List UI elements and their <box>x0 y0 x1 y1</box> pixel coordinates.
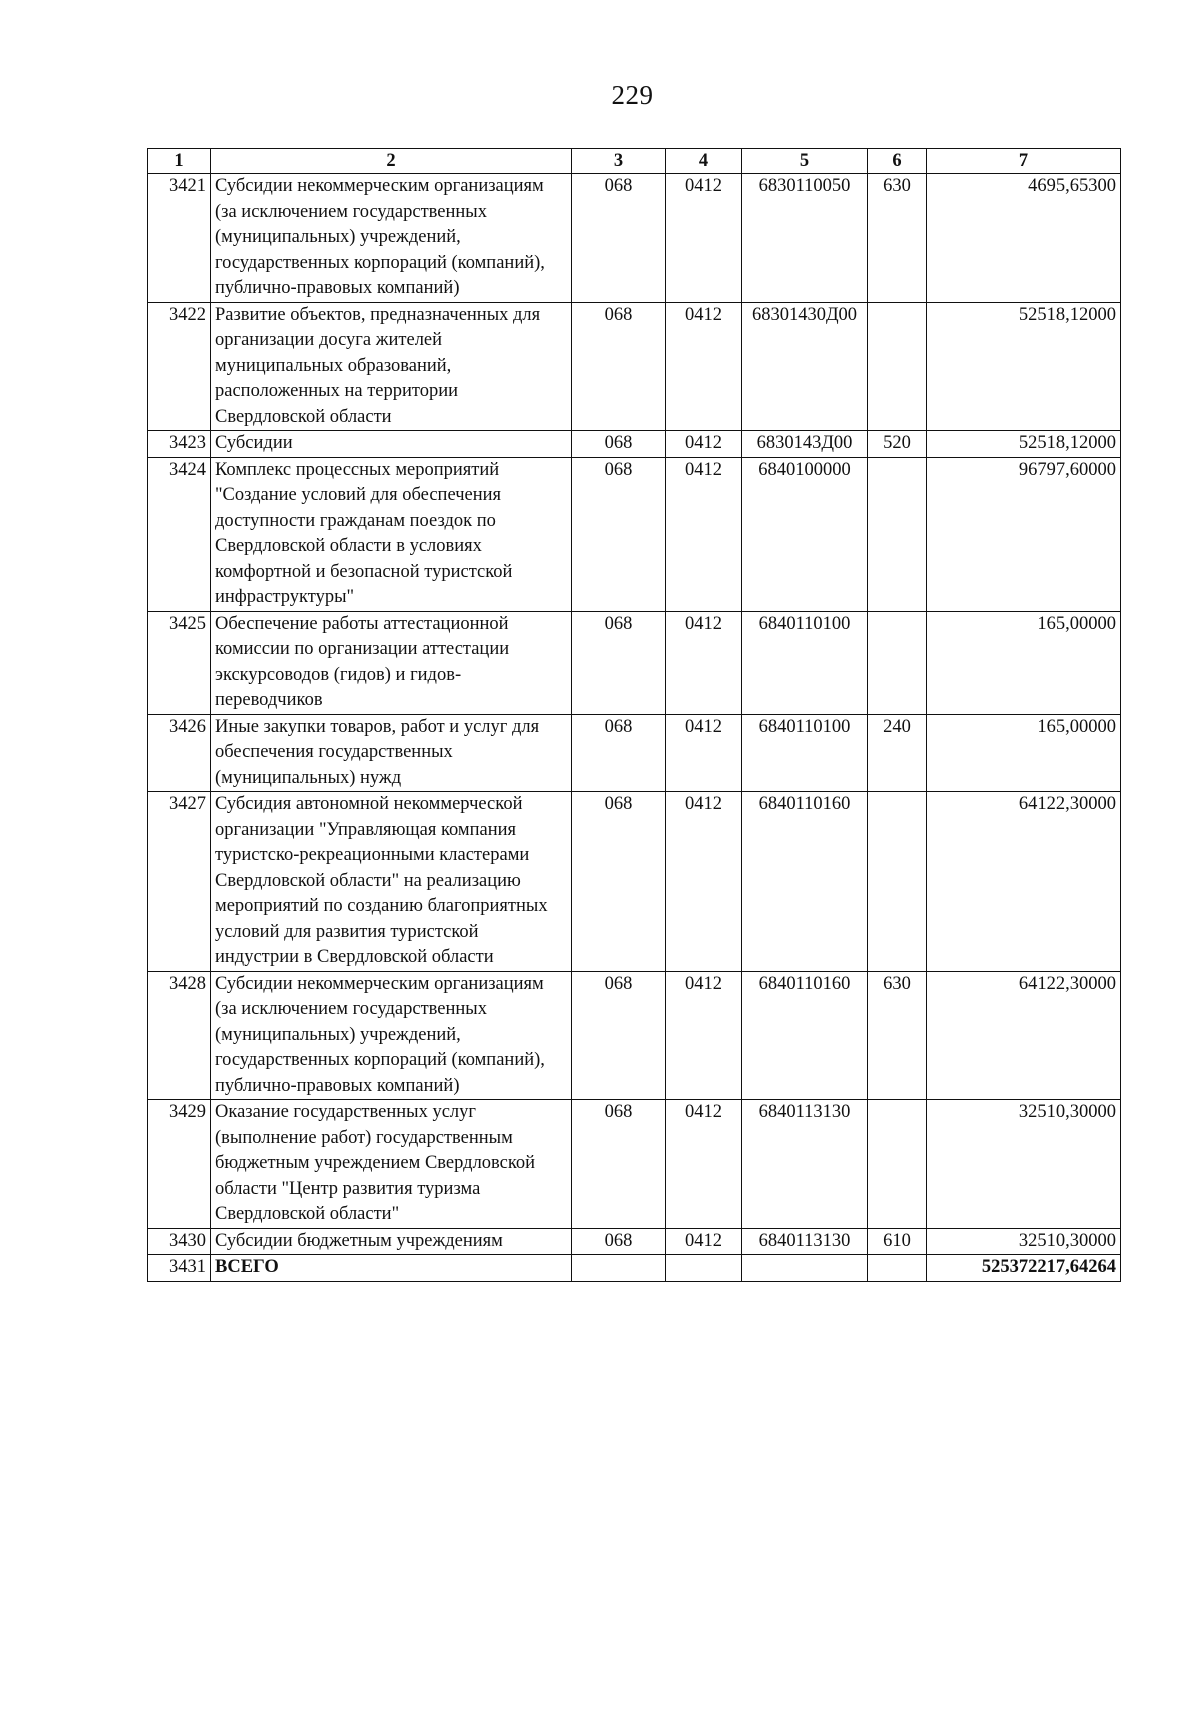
row-number: 3430 <box>148 1228 211 1255</box>
row-amount: 64122,30000 <box>927 792 1121 972</box>
table-row <box>148 174 1121 303</box>
total-row-number: 3431 <box>148 1255 211 1282</box>
table-row <box>148 714 1121 792</box>
row-number: 3421 <box>148 174 211 303</box>
row-amount: 32510,30000 <box>927 1228 1121 1255</box>
row-col3: 068 <box>572 302 666 431</box>
total-amount: 525372217,64264 <box>927 1255 1121 1282</box>
total-row <box>148 1255 1121 1282</box>
row-amount: 96797,60000 <box>927 457 1121 611</box>
row-number: 3427 <box>148 792 211 972</box>
row-col3: 068 <box>572 611 666 714</box>
table-row <box>148 457 1121 611</box>
row-col4: 0412 <box>666 792 742 972</box>
table-row <box>148 1228 1121 1255</box>
row-col4: 0412 <box>666 611 742 714</box>
row-amount: 64122,30000 <box>927 971 1121 1100</box>
row-col6 <box>868 1100 927 1229</box>
row-col5: 6840110100 <box>742 611 868 714</box>
row-col4: 0412 <box>666 1100 742 1229</box>
row-amount: 4695,65300 <box>927 174 1121 303</box>
row-col6 <box>868 792 927 972</box>
header-col-5: 5 <box>742 149 868 174</box>
row-number: 3428 <box>148 971 211 1100</box>
row-col5: 6840110160 <box>742 792 868 972</box>
row-col4: 0412 <box>666 457 742 611</box>
row-amount: 165,00000 <box>927 611 1121 714</box>
row-col6 <box>868 457 927 611</box>
row-name: Оказание государственных услуг (выполнение работ) государственным бюджетным учреждением Свердловской области "Центр развития туризма Свердловской области" <box>211 1100 572 1229</box>
table-row <box>148 611 1121 714</box>
row-number: 3423 <box>148 431 211 458</box>
row-col5: 68301430Д00 <box>742 302 868 431</box>
row-name: Комплекс процессных мероприятий "Создание условий для обеспечения доступности гражданам поездок по Свердловской области в условиях комфортной и безопасной туристской инфраструктуры" <box>211 457 572 611</box>
row-number: 3429 <box>148 1100 211 1229</box>
row-col3: 068 <box>572 1228 666 1255</box>
row-name: Иные закупки товаров, работ и услуг для обеспечения государственных (муниципальных) нужд <box>211 714 572 792</box>
row-col5: 6840113130 <box>742 1100 868 1229</box>
row-col4: 0412 <box>666 174 742 303</box>
row-col5: 6840110100 <box>742 714 868 792</box>
row-amount: 52518,12000 <box>927 431 1121 458</box>
row-col4: 0412 <box>666 1228 742 1255</box>
row-name: Обеспечение работы аттестационной комиссии по организации аттестации экскурсоводов (гидов) и гидов-переводчиков <box>211 611 572 714</box>
header-col-6: 6 <box>868 149 927 174</box>
row-amount: 165,00000 <box>927 714 1121 792</box>
row-number: 3425 <box>148 611 211 714</box>
row-col6: 240 <box>868 714 927 792</box>
row-col4: 0412 <box>666 431 742 458</box>
header-col-4: 4 <box>666 149 742 174</box>
row-col6 <box>868 611 927 714</box>
row-col5: 6830143Д00 <box>742 431 868 458</box>
row-col4: 0412 <box>666 302 742 431</box>
header-col-3: 3 <box>572 149 666 174</box>
total-col4 <box>666 1255 742 1282</box>
row-amount: 32510,30000 <box>927 1100 1121 1229</box>
table-row <box>148 302 1121 431</box>
header-row <box>148 149 1121 174</box>
total-label: ВСЕГО <box>211 1255 572 1282</box>
total-col5 <box>742 1255 868 1282</box>
budget-table <box>147 148 1121 1282</box>
row-name: Субсидии некоммерческим организациям (за исключением государственных (муниципальных) учреждений, государственных корпораций (компаний), публично-правовых компаний) <box>211 174 572 303</box>
row-name: Субсидия автономной некоммерческой организации "Управляющая компания туристско-рекреационными кластерами Свердловской области" на реализацию мероприятий по созданию благоприятных условий для развития туристской индустрии в Свердловской области <box>211 792 572 972</box>
total-col3 <box>572 1255 666 1282</box>
row-col3: 068 <box>572 431 666 458</box>
row-col3: 068 <box>572 971 666 1100</box>
row-col5: 6840113130 <box>742 1228 868 1255</box>
row-amount: 52518,12000 <box>927 302 1121 431</box>
header-col-1: 1 <box>148 149 211 174</box>
header-col-7: 7 <box>927 149 1121 174</box>
header-col-2: 2 <box>211 149 572 174</box>
page-number: 229 <box>611 80 654 110</box>
table-row <box>148 431 1121 458</box>
row-name: Субсидии бюджетным учреждениям <box>211 1228 572 1255</box>
row-col4: 0412 <box>666 714 742 792</box>
row-col5: 6840100000 <box>742 457 868 611</box>
row-col6 <box>868 302 927 431</box>
table-row <box>148 792 1121 972</box>
row-col6: 520 <box>868 431 927 458</box>
row-number: 3424 <box>148 457 211 611</box>
row-name: Субсидии <box>211 431 572 458</box>
total-col6 <box>868 1255 927 1282</box>
row-col4: 0412 <box>666 971 742 1100</box>
row-number: 3426 <box>148 714 211 792</box>
row-col3: 068 <box>572 1100 666 1229</box>
table-row <box>148 971 1121 1100</box>
row-col3: 068 <box>572 457 666 611</box>
row-col3: 068 <box>572 714 666 792</box>
table-row <box>148 1100 1121 1229</box>
row-col3: 068 <box>572 174 666 303</box>
row-name: Развитие объектов, предназначенных для организации досуга жителей муниципальных образований, расположенных на территории Свердловской области <box>211 302 572 431</box>
row-col6: 630 <box>868 174 927 303</box>
row-number: 3422 <box>148 302 211 431</box>
row-col5: 6830110050 <box>742 174 868 303</box>
row-col3: 068 <box>572 792 666 972</box>
row-name: Субсидии некоммерческим организациям (за исключением государственных (муниципальных) учреждений, государственных корпораций (компаний), публично-правовых компаний) <box>211 971 572 1100</box>
row-col5: 6840110160 <box>742 971 868 1100</box>
row-col6: 610 <box>868 1228 927 1255</box>
row-col6: 630 <box>868 971 927 1100</box>
